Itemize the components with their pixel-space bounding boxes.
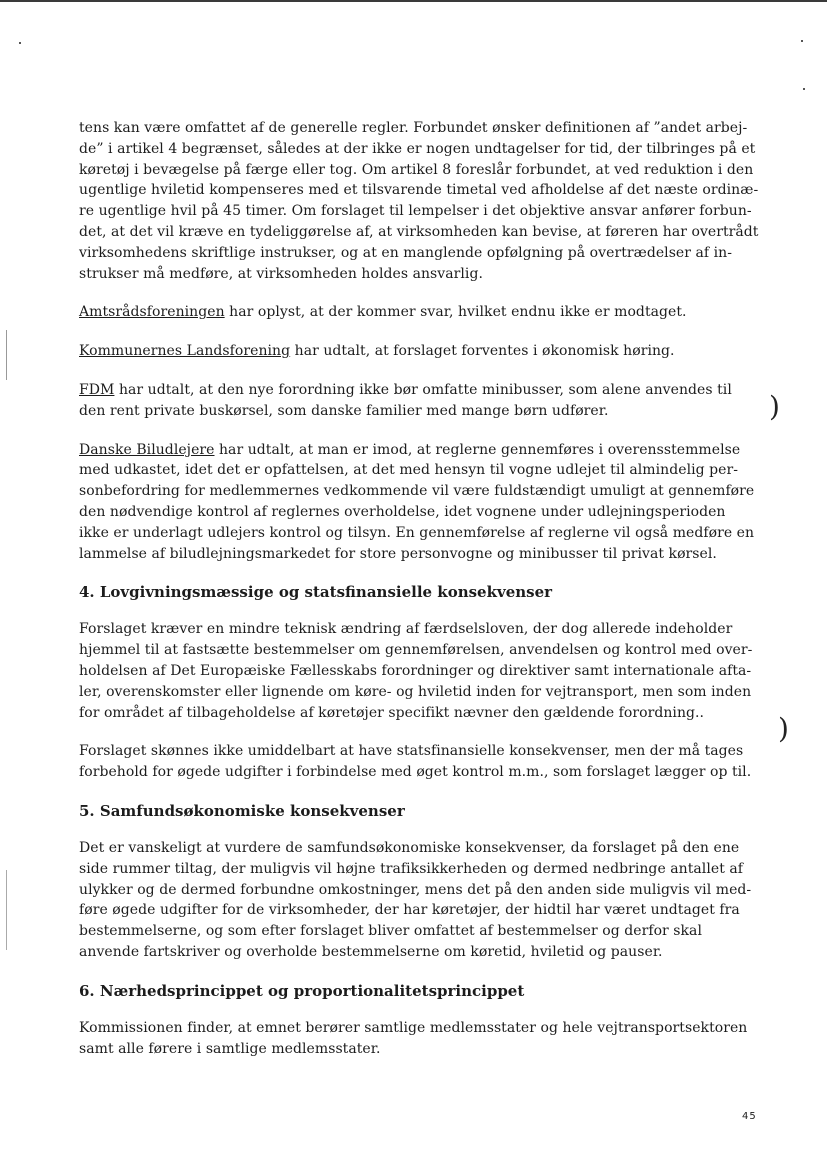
paragraph-section4b: Forslaget skønnes ikke umiddelbart at have statsfinansielle konsekvenser, men der må tages forbehold for øgede udgifter i forbindelse med øget kontrol m.m., som forslaget lægger op til. [79, 743, 752, 781]
scan-speck [803, 88, 805, 90]
scan-left-edge [6, 330, 7, 380]
org-name: Kommunernes Landsforening [79, 343, 291, 360]
scan-left-edge [6, 870, 7, 950]
page-number: 45 [742, 1111, 757, 1122]
paragraph-text: har udtalt, at den nye forordning ikke bør omfatte minibusser, som alene anvendes til den rent private buskørsel, som danske familier med mange børn udfører. [79, 381, 732, 419]
org-name: Danske Biludlejere [79, 441, 215, 458]
scan-speck [801, 40, 803, 42]
paragraph-section5: Det er vanskeligt at vurdere de samfundsøkonomiske konsekvenser, da forslaget på den ene side rummer tiltag, der muligvis vil højne trafiksikkerheden og dermed nedbringe antallet af ulykker og de dermed forbundne omkostninger, mens det på den anden side muligvis vil med-føre øgede udgifter for de virksomheder, der har køretøjer, der hidtil har været undtaget fra bestemmelserne, og som efter forslaget bliver omfattet af bestemmelser og derfor skal anvende fartskriver og overholde bestemmelserne om køretid, hviletid og pauser. [79, 839, 752, 960]
paragraph-text: har udtalt, at forslaget forventes i økonomisk høring. [290, 343, 675, 360]
org-name: FDM [79, 381, 115, 398]
section-heading-6: 6. Nærhedsprincippet og proportionalitetsprincippet [79, 981, 525, 1000]
paragraph-text: har udtalt, at man er imod, at reglerne gennemføres i overensstemmelse med udkastet, idet det er opfattelsen, at det med hensyn til vogne udlejet til almindelig per-sonbefordring for medlemmernes vedkommende vil være fuldstændigt umuligt at gennemføre den nødvendige kontrol af reglernes overholdelse, idet vognene under udlejningsperioden ikke er underlagt udlejers kontrol og tilsyn. En gennemførelse af reglerne vil også medføre en lammelse af biludlejningsmarkedet for store personvogne og minibusser til privat kørsel. [79, 441, 755, 562]
paragraph-section6: Kommissionen finder, at emnet berører samtlige medlemsstater og hele vejtransportsektoren samt alle førere i samtlige medlemsstater. [79, 1019, 748, 1057]
scan-speck [19, 42, 21, 44]
document-body [79, 118, 759, 1059]
paragraph-kl [79, 341, 759, 362]
margin-bracket-mark: ) [778, 712, 789, 745]
org-name: Amtsrådsforeningen [79, 304, 225, 321]
paragraph-danske-biludlejere [79, 440, 759, 565]
paragraph-text: har oplyst, at der kommer svar, hvilket endnu ikke er modtaget. [224, 304, 687, 321]
scan-top-edge [0, 0, 827, 2]
paragraph-amtsraadsforeningen [79, 302, 759, 323]
paragraph-section4a: Forslaget kræver en mindre teknisk ændring af færdselsloven, der dog allerede indeholder hjemmel til at fastsætte bestemmelser om gennemførelsen, anvendelsen og kontrol med over-holdelsen af Det Europæiske Fællesskabs forordninger og direktiver samt internationale afta-ler, overenskomster eller lignende om køre- og hviletid inden for vejtransport, men som inden for området af tilbageholdelse af køretøjer specifikt nævner den gældende forordning.. [79, 621, 753, 721]
paragraph-fdm [79, 380, 759, 422]
section-heading-5: 5. Samfundsøkonomiske konsekvenser [79, 801, 405, 820]
margin-bracket-mark: ) [769, 390, 780, 423]
section-heading-4: 4. Lovgivningsmæssige og statsfinansielle konsekvenser [79, 583, 553, 602]
paragraph-intro: tens kan være omfattet af de generelle regler. Forbundet ønsker definitionen af ”andet arbej-de” i artikel 4 begrænset, således at der ikke er nogen undtagelser for tid, der tilbringes på et køretøj i bevægelse på færge eller tog. Om artikel 8 foreslår forbundet, at ved reduktion i den ugentlige hviletid kompenseres med et tilsvarende timetal ved afholdelse af det næste ordinæ-re ugentlige hvil på 45 timer. Om forslaget til lempelser i det objektive ansvar anfører forbun-det, at det vil kræve en tydeliggørelse af, at virksomheden kan bevise, at føreren har overtrådt virksomhedens skriftlige instrukser, og at en manglende opfølgning på overtrædelser af in-strukser må medføre, at virksomheden holdes ansvarlig. [79, 120, 759, 282]
